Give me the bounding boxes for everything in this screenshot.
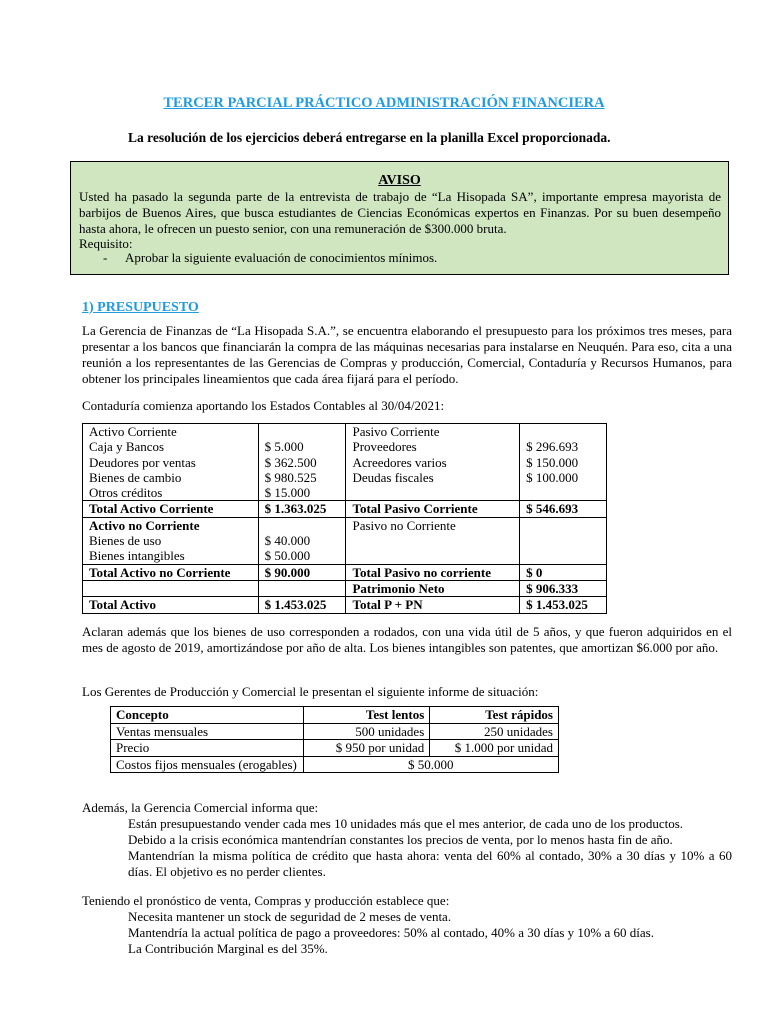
pc-header: Pasivo Corriente	[352, 424, 440, 439]
commercial-point: Debido a la crisis económica mantendrían constantes los precios de venta, por lo menos hasta fin de año.	[128, 832, 673, 847]
liabilities-values-cell	[520, 424, 607, 501]
purchasing-point: Necesita mantener un stock de seguridad de 2 meses de venta.	[128, 909, 452, 924]
notice-title: AVISO	[378, 173, 421, 188]
table-row	[83, 517, 607, 564]
anc-item-value: $ 40.000	[264, 533, 311, 549]
section-heading: 1) PRESUPUESTO	[82, 300, 199, 315]
assets-note: Aclaran además que los bienes de uso corresponden a rodados, con una vida útil de 5 años, y que fueron adquiridos en el mes de agosto de 2019, amortizándose por año de alta. Los bienes intangibles son patentes, que amortizan $6.000 por año.	[82, 624, 732, 655]
page-subtitle: La resolución de los ejercicios deberá entregarse en la planilla Excel proporcionada.	[128, 130, 611, 145]
row-label: Precio	[111, 740, 304, 757]
notice-box	[70, 161, 729, 275]
table-row	[83, 580, 607, 596]
total-ac-label: Total Activo Corriente	[83, 501, 259, 517]
total-pnc-label: Total Pasivo no corriente	[346, 564, 520, 580]
ac-item-label: Bienes de cambio	[89, 469, 182, 485]
row-label: Ventas mensuales	[111, 723, 304, 740]
row-value: $ 950 por unidad	[303, 740, 430, 757]
anc-item-value: $ 50.000	[264, 548, 311, 564]
purchasing-point: La Contribución Marginal es del 35%.	[128, 941, 328, 956]
table-row	[83, 424, 607, 501]
intro-paragraph: La Gerencia de Finanzas de “La Hisopada S.A.”, se encuentra elaborando el presupuesto para los próximos tres meses, para presentar a los bancos que financiarán la compra de las máquinas necesarias para instalarse en Neuquén. Para eso, cita a una reunión a los representantes de las Gerencias de Compras y producción, Comercial, Contaduría y Recursos Humanos, para obtener los principales lineamientos que cada área fijará para el período.	[82, 323, 732, 386]
assets-values-cell	[258, 424, 346, 501]
total-anc-value: $ 90.000	[258, 564, 346, 580]
anc-item-label: Bienes intangibles	[89, 548, 185, 564]
table-row	[83, 501, 607, 517]
commercial-point: Mantendrían la misma política de crédito que hasta ahora: venta del 60% al contado, 30% a 30 días y 10% a 60 días. El objetivo es no perder clientes.	[128, 848, 732, 879]
commercial-intro: Además, la Gerencia Comercial informa que:	[82, 800, 319, 815]
pc-item-value: $ 100.000	[526, 469, 579, 485]
assets-labels-cell	[83, 424, 259, 501]
total-a-value: $ 1.453.025	[258, 597, 346, 613]
commercial-point: Están presupuestando vender cada mes 10 unidades más que el mes anterior, de cada uno de los productos.	[128, 816, 684, 831]
pnc-header: Pasivo no Corriente	[346, 517, 520, 564]
bullet-dash: -	[103, 250, 108, 265]
total-a-label: Total Activo	[83, 597, 259, 613]
ac-header: Activo Corriente	[89, 424, 177, 439]
pc-item-value: $ 296.693	[526, 439, 579, 455]
table-row	[83, 597, 607, 613]
anc-header: Activo no Corriente	[89, 517, 200, 533]
ac-item-value: $ 5.000	[264, 439, 304, 455]
total-anc-label: Total Activo no Corriente	[83, 564, 259, 580]
table-row	[111, 756, 559, 773]
col-header-test-lentos: Test lentos	[303, 707, 430, 724]
pc-item-label: Proveedores	[352, 439, 417, 455]
notice-body: Usted ha pasado la segunda parte de la entrevista de trabajo de “La Hisopada SA”, importante empresa mayorista de barbijos de Buenos Aires, que busca estudiantes de Ciencias Económicas expertos en Finanzas. Por su buen desempeño hasta ahora, le ofrecen un puesto senior, con una remuneración de $300.000 bruta.	[79, 189, 721, 236]
col-header-test-rapidos: Test rápidos	[430, 707, 559, 724]
table-row	[111, 723, 559, 740]
table-header-row	[111, 707, 559, 724]
liabilities-labels-cell	[346, 424, 520, 501]
pn-value: $ 906.333	[520, 580, 607, 596]
total-ppn-value: $ 1.453.025	[520, 597, 607, 613]
ac-item-value: $ 15.000	[264, 485, 311, 501]
anc-item-label: Bienes de uso	[89, 533, 162, 549]
total-pc-value: $ 546.693	[520, 501, 607, 517]
anc-labels-cell	[83, 517, 259, 564]
pnc-value-cell	[520, 517, 607, 564]
anc-values-cell	[258, 517, 346, 564]
empty-cell	[83, 580, 259, 596]
row-value: 250 unidades	[430, 723, 559, 740]
purchasing-point: Mantendría la actual política de pago a proveedores: 50% al contado, 40% a 30 días y 10% a 60 días.	[128, 925, 654, 940]
pc-item-value: $ 150.000	[526, 454, 579, 470]
pc-item-label: Deudas fiscales	[352, 469, 434, 485]
balance-sheet-table	[82, 423, 607, 614]
notice-bullet-text: Aprobar la siguiente evaluación de conocimientos mínimos.	[125, 250, 438, 265]
total-pnc-value: $ 0	[520, 564, 607, 580]
total-pc-label: Total Pasivo Corriente	[346, 501, 520, 517]
notice-requirement-label: Requisito:	[79, 236, 133, 251]
notice-bullet	[103, 250, 437, 266]
page-title: TERCER PARCIAL PRÁCTICO ADMINISTRACIÓN FINANCIERA	[163, 95, 605, 111]
col-header-concepto: Concepto	[111, 707, 304, 724]
pn-label: Patrimonio Neto	[346, 580, 520, 596]
total-ppn-label: Total P + PN	[346, 597, 520, 613]
table-row	[111, 740, 559, 757]
table-row	[83, 564, 607, 580]
row-value: 500 unidades	[303, 723, 430, 740]
ac-item-label: Otros créditos	[89, 485, 163, 501]
purchasing-intro: Teniendo el pronóstico de venta, Compras y producción establece que:	[82, 893, 450, 908]
ac-item-value: $ 980.525	[264, 469, 317, 485]
accounting-intro: Contaduría comienza aportando los Estados Contables al 30/04/2021:	[82, 398, 445, 413]
managers-intro: Los Gerentes de Producción y Comercial le presentan el siguiente informe de situación:	[82, 684, 539, 699]
fixed-costs-label: Costos fijos mensuales (erogables)	[111, 756, 304, 773]
total-ac-value: $ 1.363.025	[258, 501, 346, 517]
ac-item-label: Caja y Bancos	[89, 439, 165, 455]
ac-item-label: Deudores por ventas	[89, 454, 196, 470]
situation-table	[110, 706, 559, 773]
ac-item-value: $ 362.500	[264, 454, 317, 470]
row-value: $ 1.000 por unidad	[430, 740, 559, 757]
empty-cell	[258, 580, 346, 596]
pc-item-label: Acreedores varios	[352, 454, 447, 470]
fixed-costs-value: $ 50.000	[303, 756, 558, 773]
